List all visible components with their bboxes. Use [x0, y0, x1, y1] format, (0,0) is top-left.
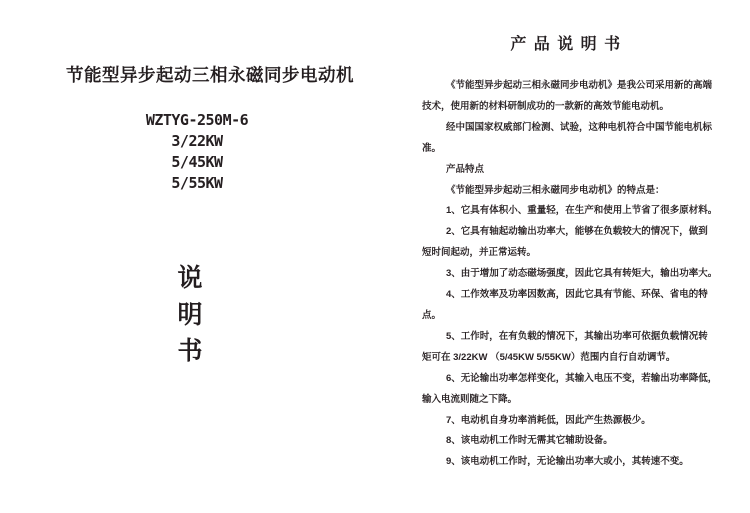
doc-line: 点。 — [422, 309, 442, 321]
doc-line: 经中国国家权威部门检测、试验，这种电机符合中国节能电机标 — [446, 121, 713, 133]
doc-body — [422, 76, 718, 473]
doc-line: 产品特点 — [446, 163, 485, 175]
doc-line: 短时间起动，并正常运转。 — [422, 247, 537, 259]
doc-line: 9、该电动机工作时，无论输出功率大或小，其转速不变。 — [446, 456, 689, 468]
doc-line: 准。 — [422, 142, 442, 154]
model-block — [0, 110, 394, 194]
doc-line: 8、该电动机工作时无需其它辅助设备。 — [446, 435, 613, 447]
doc-line: 输入电流则随之下降。 — [422, 393, 518, 405]
doc-line: 5、工作时，在有负载的情况下，其输出功率可依据负载情况转 — [446, 330, 708, 342]
power-rating-1: 3/22KW — [171, 132, 223, 150]
power-rating-3: 5/55KW — [171, 174, 223, 192]
content-page — [420, 0, 750, 513]
doc-header: 产 品 说 明 书 — [510, 36, 622, 53]
booklet-title — [0, 260, 380, 370]
model-number: WZTYG-250M-6 — [145, 111, 249, 129]
doc-line: 3、由于增加了动态磁场强度，因此它具有转矩大，输出功率大。 — [446, 268, 718, 280]
booklet-char-1: 说 — [177, 264, 203, 292]
doc-line: 矩可在 3/22KW （5/45KW 5/55KW）范围内自行自动调节。 — [422, 351, 676, 363]
doc-line: 《节能型异步起动三相永磁同步电动机》的特点是： — [446, 184, 665, 196]
doc-line: 1、它具有体积小、重量轻，在生产和使用上节省了很多原材料。 — [446, 205, 718, 217]
doc-line: 7、电动机自身功率消耗低，因此产生热源极少。 — [446, 414, 651, 426]
booklet-char-2: 明 — [177, 300, 203, 329]
doc-line: 《节能型异步起动三相永磁同步电动机》是我公司采用新的高端 — [446, 80, 713, 91]
doc-line: 6、无论输出功率怎样变化，其输入电压不变，若输出功率降低， — [446, 372, 718, 384]
doc-line: 4、工作效率及功率因数高，因此它具有节能、环保、省电的特 — [446, 289, 708, 301]
cover-title: 节能型异步起动三相永磁同步电动机 — [66, 65, 354, 85]
doc-line: 技术，使用新的材料研制成功的一款新的高效节能电动机。 — [422, 100, 670, 112]
doc-line: 2、它具有轴起动输出功率大，能够在负载较大的情况下，做到 — [446, 226, 708, 238]
power-rating-2: 5/45KW — [171, 153, 223, 171]
booklet-char-3: 书 — [177, 337, 203, 365]
